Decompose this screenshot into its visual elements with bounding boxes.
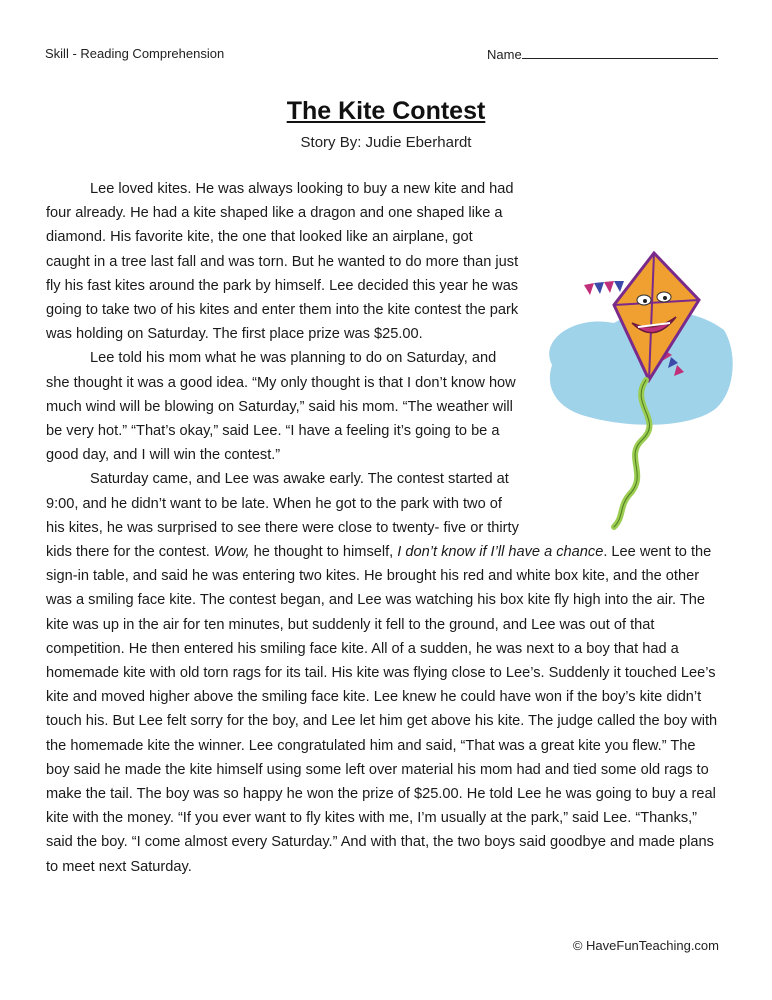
name-field: [487, 46, 718, 62]
byline: Story By: Judie Eberhardt: [300, 134, 472, 151]
skill-label: Skill - Reading Comprehension: [45, 46, 225, 61]
name-blank-line: [522, 46, 718, 59]
story-paragraph-2: Lee told his mom what he was planning to do on Saturday, and she thought it was a good idea. “My only thought is that I don’t know how much wind will be blowing on Saturday,” said his mom. “The weather will be very hot.” “That’s okay,” said Lee. “I have a feeling it’s going to be a good day, and I will win the contest.”: [46, 350, 516, 464]
story-body: [46, 177, 722, 879]
thought-wow: Wow,: [213, 544, 250, 561]
story-paragraph-1: Lee loved kites. He was always looking to buy a new kite and had four already. He had a kite shaped like a dragon and one shaped like a diamond. His favorite kite, the one that looked like an airplane, got caught in a tree last fall and was torn. But he wanted to do more than just fly his fast kites around the park by himself. Lee decided this year he was going to take two of his kites and enter them into the kite contest the park was holding on Saturday. The first place prize was $25.00.: [46, 181, 519, 343]
copyright-footer: © HaveFunTeaching.com: [572, 938, 719, 953]
thought-italic: I don’t know if I’ll have a chance: [397, 544, 604, 561]
name-label: Name: [487, 47, 522, 62]
page-title: The Kite Contest: [286, 97, 486, 125]
kite-illustration: [534, 245, 734, 535]
story-paragraph-3: Saturday came, and Lee was awake early. The contest started at 9:00, and he didn’t want to be late. When he got to the park with two of his kites, he was surprised to see there were close to twenty- five or thirty kids there for the contest. Wow, he thought to himself, I don’t know if I’ll have a chance. Lee went to the sign-in table, and said he was entering two kites. He brought his red and white box kite, and the other was a smiling face kite. The contest began, and Lee was watching his box kite fly high into the air. The kite was up in the air for ten minutes, but suddenly it fell to the ground, and Lee was out of that competition. He then entered his smiling face kite. All of a sudden, he was next to a boy that had a homemade kite with old torn rags for its tail. His kite was flying close to Lee’s. Suddenly it touched Lee’s kite and moved higher above the smiling face kite. Lee knew he could have won if the boy’s kite didn’t touch his. But Lee felt sorry for the boy, and Lee let him get above his kite. The judge called the boy with the homemade kite the winner. Lee congratulated him and said, “That was a great kite you flew.” The boy said he made the kite himself using some left over material his mom had and tied some old rags to make the tail. The boy was so happy he won the prize of $25.00. He told Lee he was going to buy a real kite with the money. “If you ever want to fly kites with me, I’m usually at the park,” said Lee. “Thanks,” said the boy. “I come almost every Saturday.” And with that, the two boys said goodbye and made plans to meet next Saturday.: [46, 471, 718, 875]
